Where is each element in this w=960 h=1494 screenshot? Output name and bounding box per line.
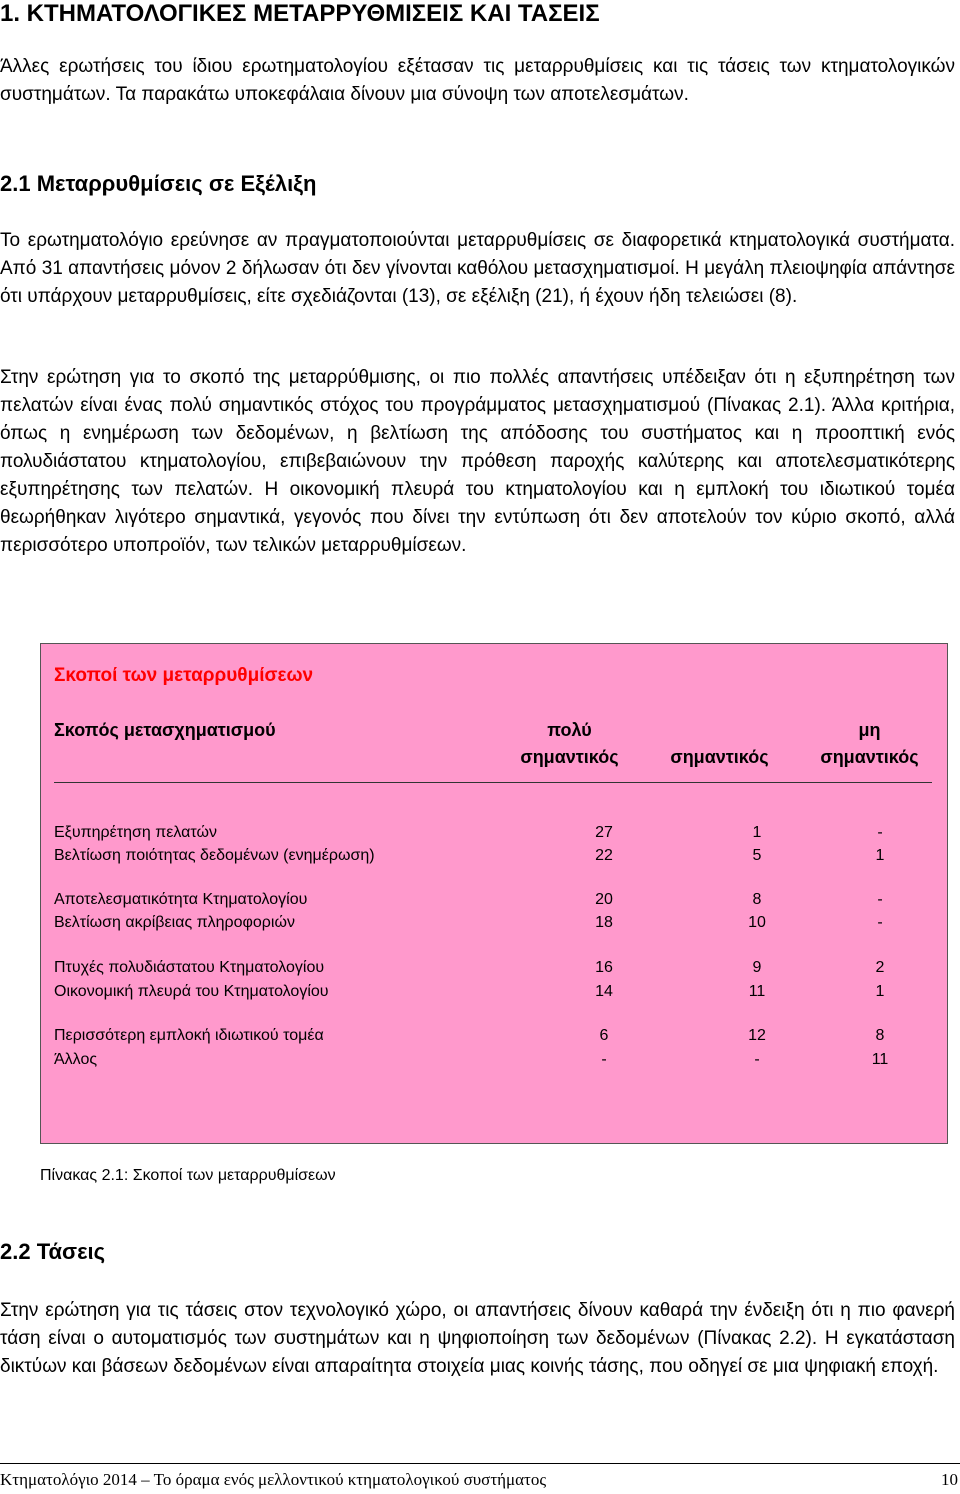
header-not-important-line1: μη (858, 720, 881, 740)
section-2-1-paragraph-2: Στην ερώτηση για το σκοπό της μεταρρύθμισης, οι πιο πολλές απαντήσεις υπέδειξαν ότι η εξυπηρέτηση των πελατών είναι ένας πολύ σημαντικός στόχος του προγράμματος μετασχηματισμού (Πίνακας 2.1). Άλλα κριτήρια, όπως η ενημέρωση των δεδομένων, η βελτίωση της απόδοσης του συστήματος και η προοπτική ενός πολυδιάστατου κτηματολογίου, επιβεβαιώνουν την πρόθεση παροχής καλύτερης και αποτελεσματικότερης εξυπηρέτησης των πελατών. Η οικονομική πλευρά του κτηματολογίου και η εμπλοκή του ιδιωτικού τομέα θεωρήθηκαν λιγότερο σημαντικά, γεγονός που δίνει την εντύπωση ότι δεν αποτελούν τον κύριο σκοπό, αλλά περισσότερο υποπροϊόν, των τελικών μεταρρυθμίσεων. (0, 367, 955, 556)
section-2-1-title: 2.1 Μεταρρυθμίσεις σε Εξέλιξη (0, 171, 317, 196)
header-not-important (802, 717, 937, 771)
row-value-important: 11 (748, 983, 766, 1000)
row-value-important: 9 (752, 959, 762, 976)
reform-goals-table (40, 643, 948, 1144)
row-value-not-important: 1 (875, 847, 885, 864)
chapter-heading: 1. ΚΤΗΜΑΤΟΛΟΓΙΚΕΣ ΜΕΤΑΡΡΥΘΜΙΣΕΙΣ ΚΑΙ ΤΑΣΕΙΣ (0, 0, 600, 27)
row-label: Αποτελεσματικότητα Κτηματολογίου (54, 891, 308, 908)
section-2-1-paragraph-1: Το ερωτηματολόγιο ερεύνησε αν πραγματοποιούνται μεταρρυθμίσεις σε διαφορετικά κτηματολογικά συστήματα. Από 31 απαντήσεις μόνον 2 δήλωσαν ότι δεν γίνονται καθόλου μετασχηματισμοί. Η μεγάλη πλειοψηφία απάντησε ότι υπάρχουν μεταρρυθμίσεις, είτε σχεδιάζονται (13), σε εξέλιξη (21), ή έχουν ήδη τελειώσει (8). (0, 230, 955, 307)
header-divider (54, 782, 932, 783)
row-label: Περισσότερη εμπλοκή ιδιωτικού τομέα (54, 1027, 324, 1044)
header-very-important-line2: σημαντικός (520, 747, 619, 767)
footer-title: Κτηματολόγιο 2014 – Το όραμα ενός μελλοντικού κτηματολογικού συστήματος (0, 1470, 547, 1489)
row-value-not-important: - (877, 824, 883, 841)
section-2-2-title: 2.2 Τάσεις (0, 1239, 106, 1264)
table-title: Σκοποί των μεταρρυθμίσεων (54, 665, 314, 686)
header-very-important-line1: πολύ (547, 720, 592, 740)
row-value-not-important: 1 (875, 983, 885, 1000)
row-value-not-important: - (877, 891, 883, 908)
row-value-important: - (754, 1051, 760, 1068)
row-value-important: 5 (752, 847, 762, 864)
row-label: Οικονομική πλευρά του Κτηματολογίου (54, 983, 329, 1000)
row-value-very-important: - (601, 1051, 607, 1068)
header-goal: Σκοπός μετασχηματισμού (54, 720, 276, 740)
row-label: Βελτίωση ποιότητας δεδομένων (ενημέρωση) (54, 847, 375, 864)
row-value-very-important: 22 (595, 847, 613, 864)
header-not-important-line2: σημαντικός (820, 747, 919, 767)
intro-paragraph: Άλλες ερωτήσεις του ίδιου ερωτηματολογίου εξέτασαν τις μεταρρυθμίσεις και τις τάσεις των κτηματολογικών συστημάτων. Τα παρακάτω υποκεφάλαια δίνουν μια σύνοψη των αποτελεσμάτων. (0, 56, 955, 105)
header-important: σημαντικός (670, 747, 769, 767)
row-value-important: 1 (752, 824, 762, 841)
footer-divider (0, 1463, 960, 1464)
row-value-very-important: 27 (595, 824, 613, 841)
row-value-very-important: 18 (595, 914, 613, 931)
row-value-not-important: 2 (875, 959, 885, 976)
row-value-very-important: 14 (595, 983, 613, 1000)
header-very-important (502, 717, 637, 771)
row-value-very-important: 6 (599, 1027, 609, 1044)
row-value-not-important: 11 (871, 1051, 889, 1068)
page-number: 10 (941, 1470, 958, 1489)
row-label: Άλλος (54, 1051, 98, 1068)
row-value-important: 10 (748, 914, 766, 931)
row-value-important: 12 (748, 1027, 766, 1044)
row-label: Πτυχές πολυδιάστατου Κτηματολογίου (54, 959, 325, 976)
row-value-not-important: - (877, 914, 883, 931)
row-value-very-important: 16 (595, 959, 613, 976)
row-value-not-important: 8 (875, 1027, 885, 1044)
row-value-very-important: 20 (595, 891, 613, 908)
table-caption: Πίνακας 2.1: Σκοποί των μεταρρυθμίσεων (40, 1167, 336, 1184)
section-2-2-paragraph: Στην ερώτηση για τις τάσεις στον τεχνολογικό χώρο, οι απαντήσεις δίνουν καθαρά την ένδειξη ότι η πιο φανερή τάση είναι ο αυτοματισμός των συστημάτων και η ψηφιοποίηση των δεδομένων (Πίνακας 2.2). Η εγκατάσταση δικτύων και βάσεων δεδομένων είναι απαραίτητα στοιχεία μιας κοινής τάσης, που οδηγεί σε μια ψηφιακή εποχή. (0, 1300, 955, 1377)
row-label: Εξυπηρέτηση πελατών (54, 824, 217, 841)
row-value-important: 8 (752, 891, 762, 908)
row-label: Βελτίωση ακρίβειας πληροφοριών (54, 914, 295, 931)
